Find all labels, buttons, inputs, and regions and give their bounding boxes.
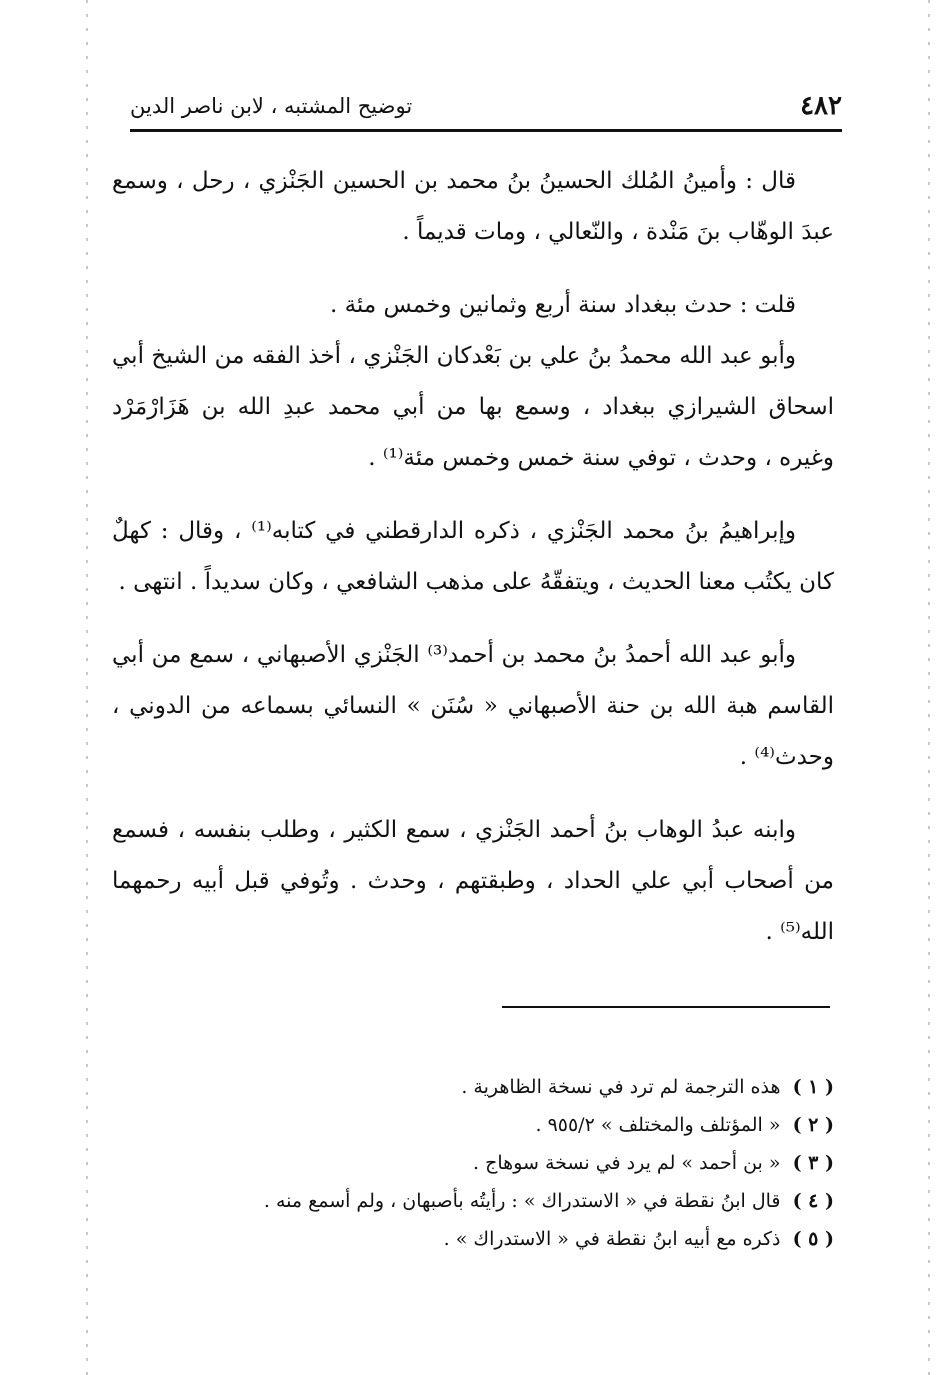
paragraph-muhammad-ibn-ali: وأبو عبد الله محمدُ بنُ علي بن بَعْدكان الجَنْزي ، أخذ الفقه من الشيخ أبي اسحاق الشيرازي ببغداد ، وسمع بها من أبي محمد عبدِ الله بن هَزَارْمَرْد وغيره ، وحدث ، توفي سنة خمس وخمس مئة⁽¹⁾ .: [112, 343, 834, 471]
footnote-text: « بن أحمد » لم يرد في نسخة سوهاج .: [473, 1152, 781, 1174]
footnote-text: قال ابنُ نقطة في « الاستدراك » : رأيتُه بأصبهان ، ولم أسمع منه .: [263, 1190, 781, 1212]
footnote-number: ( ٤ ): [792, 1190, 834, 1212]
page-number: ٤٨٢: [800, 91, 842, 121]
footnote-number: ( ٥ ): [792, 1228, 834, 1250]
paragraph-ahmad-ibn-muhammad: وأبو عبد الله أحمدُ بنُ محمد بن أحمد⁽³⁾ الجَنْزي الأصبهاني ، سمع من أبي القاسم هبة الله بن حنة الأصبهاني « سُنَن » النسائي بسماعه من الدوني ، وحدث⁽⁴⁾ .: [112, 642, 834, 770]
footnote-item: [200, 1182, 834, 1220]
running-title: توضيح المشتبه ، لابن ناصر الدين: [130, 94, 413, 118]
footnote-item: [200, 1106, 834, 1144]
footnote-rule: [502, 1006, 830, 1008]
footnote-number: ( ٣ ): [792, 1152, 834, 1174]
paragraph-abd-al-wahhab: وابنه عبدُ الوهاب بنُ أحمد الجَنْزي ، سمع الكثير ، وطلب بنفسه ، فسمع من أصحاب أبي علي الحداد ، وطبقتهم ، وحدث . وتُوفي قبل أبيه رحمهما الله⁽⁵⁾ .: [112, 817, 834, 945]
footnotes: [200, 1068, 834, 1258]
footnote-item: [200, 1220, 834, 1258]
paragraph-amin-al-mulk: قال : وأمينُ المُلك الحسينُ بنُ محمد بن الحسين الجَنْزي ، رحل ، وسمع عبدَ الوهّاب بنَ مَنْدة ، والنّعالي ، ومات قديماً .: [112, 168, 834, 245]
page-header: [130, 88, 842, 124]
footnote-text: هذه الترجمة لم ترد في نسخة الظاهرية .: [461, 1076, 781, 1098]
scan-edge-right: [928, 0, 930, 1375]
scan-edge-left: [86, 0, 88, 1375]
footnote-text: ذكره مع أبيه ابنُ نقطة في « الاستدراك » .: [443, 1228, 781, 1250]
paragraph-ibrahim: وإبراهيمُ بنُ محمد الجَنْزي ، ذكره الدارقطني في كتابه⁽¹⁾ ، وقال : كهلٌ كان يكتُب معنا الحديث ، ويتفقّهُ على مذهب الشافعي ، وكان سديداً . انتهى .: [112, 518, 834, 595]
footnote-number: ( ١ ): [792, 1076, 834, 1098]
footnote-item: [200, 1068, 834, 1106]
footnote-text: « المؤتلف والمختلف » ٩٥٥/٢ .: [535, 1114, 781, 1136]
header-rule: [130, 129, 842, 132]
footnote-number: ( ٢ ): [792, 1114, 834, 1136]
paragraph-qultu: قلت : حدث ببغداد سنة أربع وثمانين وخمس مئة .: [329, 292, 796, 318]
main-text: [112, 156, 834, 980]
footnote-item: [200, 1144, 834, 1182]
